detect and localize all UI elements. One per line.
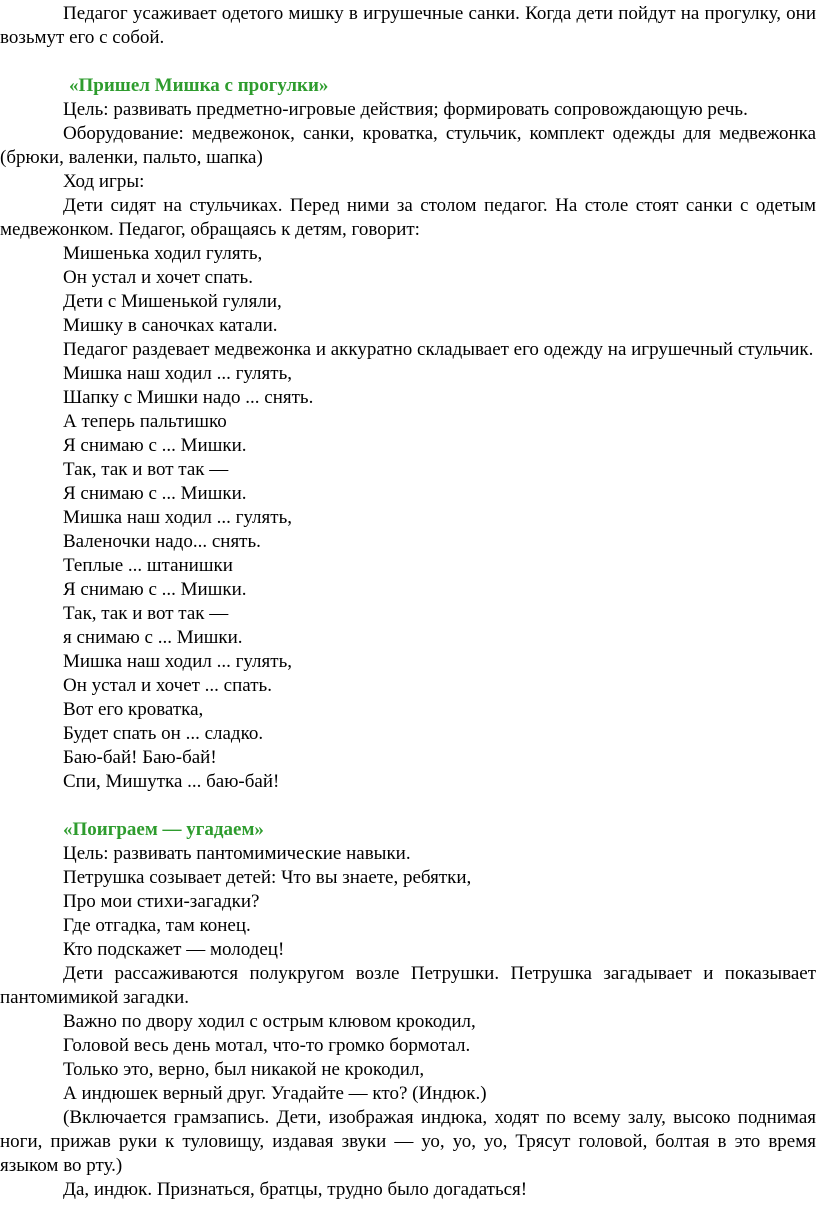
paragraph: Шапку с Мишки надо ... снять.: [63, 387, 314, 408]
paragraph: Мишка наш ходил ... гулять,: [63, 507, 292, 528]
spacer: [0, 794, 816, 818]
game1-section: [0, 74, 816, 794]
paragraph: Я снимаю с ... Мишки.: [63, 579, 247, 600]
paragraph: Так, так и вот так —: [63, 603, 229, 624]
paragraph: Теплые ... штанишки: [63, 555, 233, 576]
paragraph: Головой весь день мотал, что-то громко бормотал.: [63, 1035, 471, 1056]
intro-section: [0, 2, 816, 50]
paragraph: Педагог усаживает одетого мишку в игрушечные санки. Когда дети пойдут на прогулку, они возьмут его с собой.: [0, 3, 816, 48]
paragraph: Он устал и хочет спать.: [63, 267, 253, 288]
paragraph: Вот его кроватка,: [63, 699, 204, 720]
paragraph: Да, индюк. Признаться, братцы, трудно было догадаться!: [63, 1179, 528, 1200]
paragraph: Мишка наш ходил ... гулять,: [63, 651, 292, 672]
paragraph: Педагог раздевает медвежонка и аккуратно складывает его одежду на игрушечный стульчик.: [63, 339, 814, 360]
paragraph: Дети рассаживаются полукругом возле Петрушки. Петрушка загадывает и показывает пантомимикой загадки.: [0, 963, 816, 1008]
paragraph: Валеночки надо... снять.: [63, 531, 261, 552]
game1-body: [0, 98, 816, 794]
section-heading: «Пришел Мишка с прогулки»: [69, 75, 329, 96]
paragraph: Дети с Мишенькой гуляли,: [63, 291, 282, 312]
section-heading: «Поиграем — угадаем»: [63, 819, 264, 840]
paragraph: Ход игры:: [63, 171, 145, 192]
paragraph: Мишку в саночках катали.: [63, 315, 278, 336]
spacer: [0, 50, 816, 74]
paragraph: Кто подскажет — молодец!: [63, 939, 285, 960]
paragraph: Будет спать он ... сладко.: [63, 723, 264, 744]
paragraph: Где отгадка, там конец.: [63, 915, 251, 936]
paragraph: Оборудование: медвежонок, санки, кроватка, стульчик, комплект одежды для медвежонка (брюки, валенки, пальто, шапка): [0, 123, 816, 168]
paragraph: Дети сидят на стульчиках. Перед ними за столом педагог. На столе стоят санки с одетым медвежонком. Педагог, обращаясь к детям, говорит:: [0, 195, 816, 240]
paragraph: Так, так и вот так —: [63, 459, 229, 480]
paragraph: Петрушка созывает детей: Что вы знаете, ребятки,: [63, 867, 472, 888]
game2-body: [0, 842, 816, 1202]
paragraph: Цель: развивать предметно-игровые действия; формировать сопровождающую речь.: [63, 99, 748, 120]
paragraph: Цель: развивать пантомимические навыки.: [63, 843, 411, 864]
paragraph: А индюшек верный друг. Угадайте — кто? (Индюк.): [63, 1083, 487, 1104]
paragraph: А теперь пальтишко: [63, 411, 227, 432]
paragraph: Он устал и хочет ... спать.: [63, 675, 272, 696]
paragraph: Мишенька ходил гулять,: [63, 243, 263, 264]
paragraph: Только это, верно, был никакой не крокодил,: [63, 1059, 425, 1080]
paragraph: Спи, Мишутка ... баю-бай!: [63, 771, 280, 792]
paragraph: Я снимаю с ... Мишки.: [63, 435, 247, 456]
paragraph: Про мои стихи-загадки?: [63, 891, 260, 912]
document-page: [0, 2, 816, 1202]
paragraph: Важно по двору ходил с острым клювом крокодил,: [63, 1011, 476, 1032]
paragraph: Баю-бай! Баю-бай!: [63, 747, 217, 768]
paragraph: (Включается грамзапись. Дети, изображая индюка, ходят по всему залу, высоко поднимая ноги, прижав руки к туловищу, издавая звуки — уо, уо, уо, Трясут головой, болтая в это время языком во рту.): [0, 1107, 816, 1176]
paragraph: я снимаю с ... Мишки.: [63, 627, 243, 648]
game2-section: [0, 818, 816, 1202]
paragraph: Мишка наш ходил ... гулять,: [63, 363, 292, 384]
paragraph: Я снимаю с ... Мишки.: [63, 483, 247, 504]
